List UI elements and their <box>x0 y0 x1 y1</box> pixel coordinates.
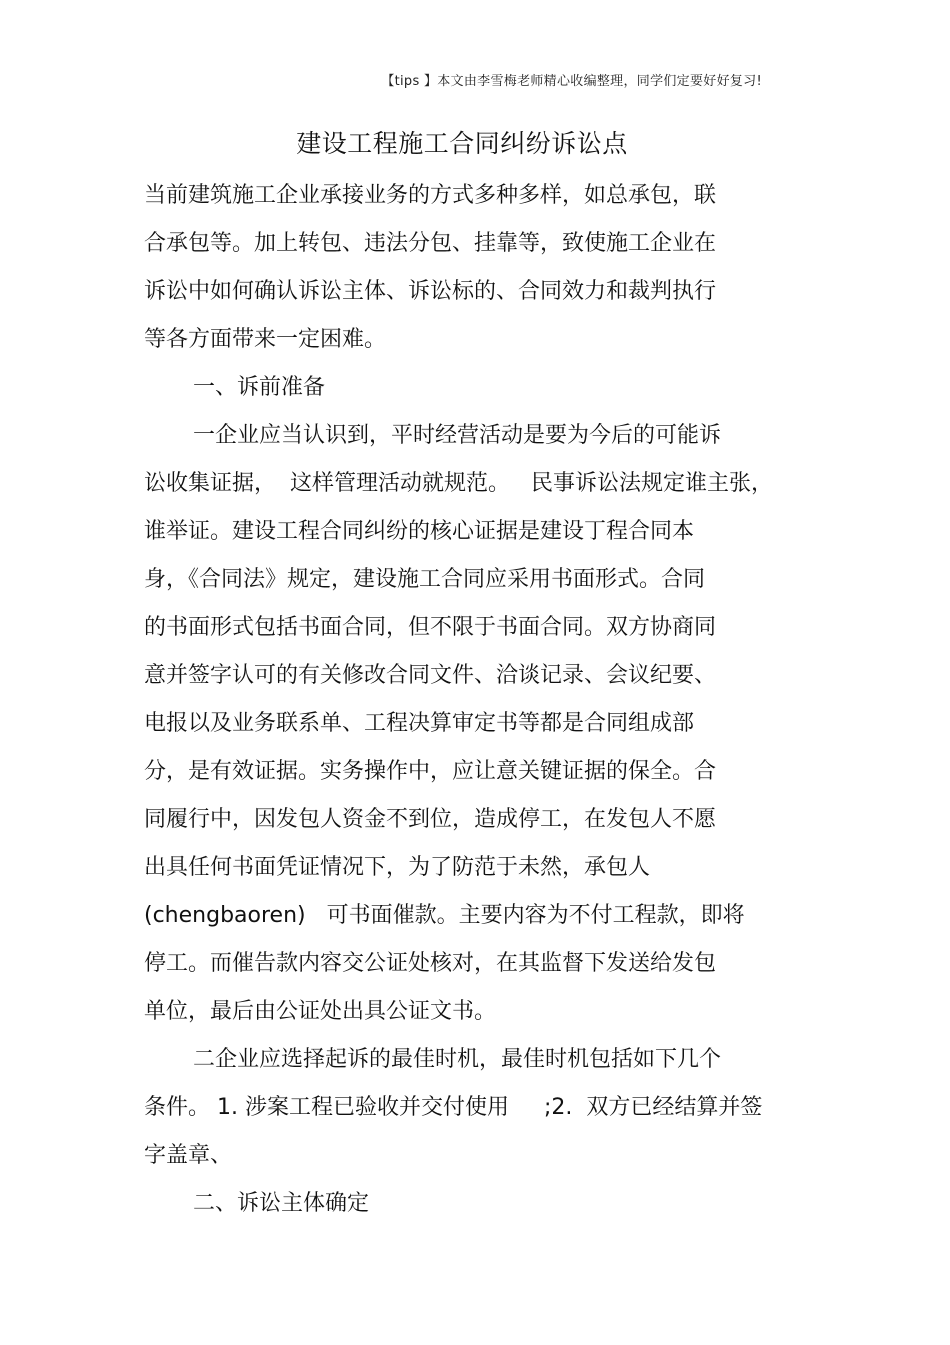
body-line: 当前建筑施工企业承接业务的方式多种多样，如总承包，联 <box>144 183 717 208</box>
body-line: (chengbaoren) 可书面催款。主要内容为不付工程款，即将 <box>144 903 745 928</box>
document-title: 建设工程施工合同纠纷诉讼点 <box>296 129 628 158</box>
body-line: 诉讼中如何确认诉讼主体、诉讼标的、合同效力和裁判执行 <box>144 279 717 304</box>
body-line: 二企业应选择起诉的最佳时机，最佳时机包括如下几个 <box>193 1047 722 1072</box>
body-line: 单位，最后由公证处出具公证文书。 <box>144 999 497 1024</box>
body-line: 等各方面带来一定困难。 <box>144 327 387 352</box>
body-line: 意并签字认可的有关修改合同文件、洽谈记录、会议纪要、 <box>144 663 717 688</box>
body-line: 讼收集证据， 这样管理活动就规范。 民事诉讼法规定谁主张， <box>144 471 773 496</box>
body-line: 身，《合同法》规定，建设施工合同应采用书面形式。合同 <box>144 567 706 592</box>
body-line: 停工。而催告款内容交公证处核对，在其监督下发送给发包 <box>144 951 717 976</box>
body-line: 一企业应当认识到，平时经营活动是要为今后的可能诉 <box>193 423 722 448</box>
section-heading: 二、诉讼主体确定 <box>193 1191 370 1216</box>
body-line: 分，是有效证据。实务操作中，应让意关键证据的保全。合 <box>144 759 717 784</box>
body-line: 的书面形式包括书面合同，但不限于书面合同。双方协商同 <box>144 615 717 640</box>
body-line: 出具任何书面凭证情况下，为了防范于未然，承包人 <box>144 855 651 880</box>
section-heading: 一、诉前准备 <box>193 375 326 400</box>
body-line: 合承包等。加上转包、违法分包、挂靠等，致使施工企业在 <box>144 231 717 256</box>
body-line: 谁举证。建设工程合同纠纷的核心证据是建设丁程合同本 <box>144 519 695 544</box>
tips-header: 【tips 】本文由李雪梅老师精心收编整理，同学们定要好好复习! <box>381 74 762 89</box>
body-line: 同履行中，因发包人资金不到位，造成停工，在发包人不愿 <box>144 807 717 832</box>
body-line: 电报以及业务联系单、工程决算审定书等都是合同组成部 <box>144 711 695 736</box>
body-line: 字盖章、 <box>144 1143 233 1168</box>
body-line: 条件。 1. 涉案工程已验收并交付使用 ;2. 双方已经结算并签 <box>144 1095 763 1120</box>
